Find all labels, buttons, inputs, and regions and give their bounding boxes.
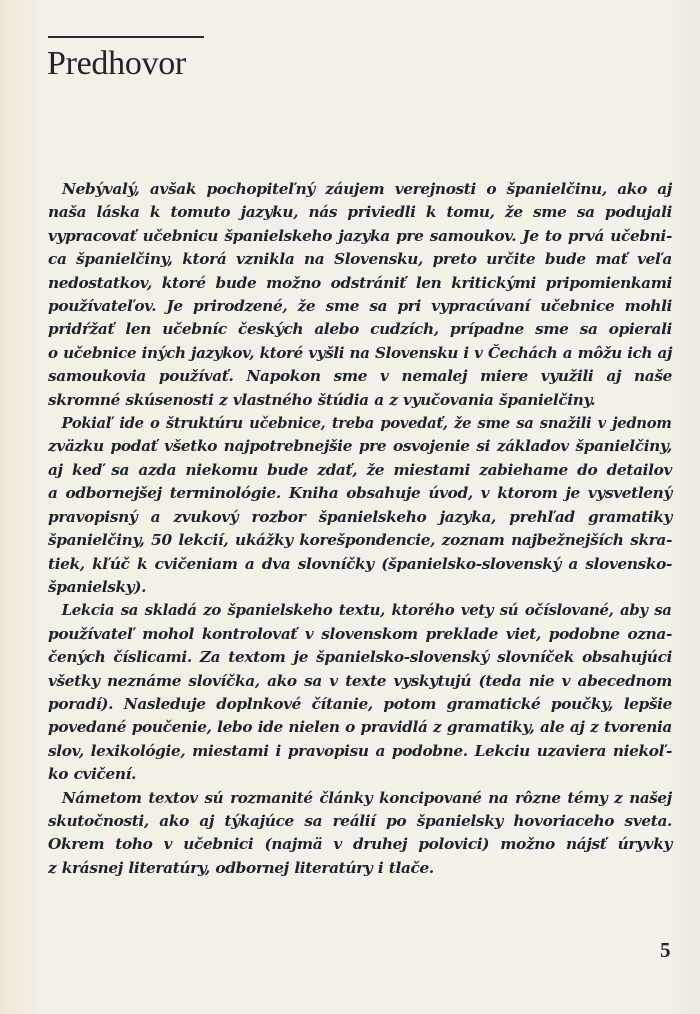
paragraph-4 xyxy=(48,787,672,881)
text-line: všetky neznáme slovíčka, ako sa v texte vyskytujú (teda nie v abecednom xyxy=(48,671,672,690)
text-line: španielčiny, 50 lekcií, ukážky korešpondencie, zoznam najbežnejších skra- xyxy=(48,531,672,550)
text-line: nedostatkov, ktoré bude možno odstrániť len kritickými pripomienkami xyxy=(48,273,672,292)
text-line: používateľ mohol kontrolovať v slovenskom preklade viet, podobne ozna- xyxy=(48,624,672,643)
text-line: povedané poučenie, lebo ide nielen o pravidlá z gramatiky, ale aj z tvorenia xyxy=(48,718,672,737)
text-line: tiek, kľúč k cvičeniam a dva slovníčky (španielsko-slovenský a slovensko- xyxy=(48,554,672,573)
paragraph-2 xyxy=(48,412,672,599)
text-line: čených číslicami. Za textom je španielsko-slovenský slovníček obsahujúci xyxy=(48,648,672,667)
text-line: a odbornejšej terminológie. Kniha obsahuje úvod, v ktorom je vysvetlený xyxy=(48,484,672,503)
text-line: vypracovať učebnicu španielskeho jazyka pre samoukov. Je to prvá učebni- xyxy=(48,226,672,245)
text-line: pravopisný a zvukový rozbor španielskeho jazyka, prehľad gramatiky xyxy=(48,507,672,526)
text-line: skromné skúsenosti z vlastného štúdia a z vyučovania španielčiny. xyxy=(48,390,596,409)
text-line: Pokiaľ ide o štruktúru učebnice, treba povedať, že sme sa snažili v jednom xyxy=(61,414,672,433)
text-line: Okrem toho v učebnici (najmä v druhej polovici) možno nájsť úryvky xyxy=(48,835,672,854)
text-line: španielsky). xyxy=(48,577,147,596)
page-number: 5 xyxy=(660,938,671,962)
text-line: poradí). Nasleduje doplnkové čítanie, potom gramatické poučky, lepšie xyxy=(48,694,672,713)
text-line: z krásnej literatúry, odbornej literatúry i tlače. xyxy=(48,858,434,877)
text-line: ko cvičení. xyxy=(48,765,137,784)
text-line: zväzku podať všetko najpotrebnejšie pre osvojenie si základov španielčiny, xyxy=(48,437,672,456)
page-title: Predhovor xyxy=(47,45,186,82)
text-line: samoukovia používať. Napokon sme v nemalej miere využili aj naše xyxy=(48,367,672,386)
text-line: skutočnosti, ako aj týkajúce sa reálií po španielsky hovoriaceho sveta. xyxy=(48,811,672,830)
text-line: Námetom textov sú rozmanité články koncipované na rôzne témy z našej xyxy=(61,788,672,807)
text-line: slov, lexikológie, miestami i pravopisu a podobne. Lekciu uzaviera niekoľ- xyxy=(48,741,672,760)
text-line: Lekcia sa skladá zo španielskeho textu, ktorého vety sú očíslované, aby sa xyxy=(61,601,672,620)
text-line: naša láska k tomuto jazyku, nás priviedli k tomu, že sme sa podujali xyxy=(48,203,672,222)
text-line: ca španielčiny, ktorá vznikla na Slovensku, preto určite bude mať veľa xyxy=(48,250,672,269)
text-line: aj keď sa azda niekomu bude zdať, že miestami zabiehame do detailov xyxy=(48,460,672,479)
text-line: Nebývalý, avšak pochopiteľný záujem verejnosti o španielčinu, ako aj xyxy=(62,180,672,198)
text-line: pridŕžať len učebníc českých alebo cudzích, prípadne sme sa opierali xyxy=(48,320,672,339)
text-line: používateľov. Je prirodzené, že sme sa pri vypracúvaní učebnice mohli xyxy=(48,297,672,316)
text-line: o učebnice iných jazykov, ktoré vyšli na Slovensku i v Čechách a môžu ich aj xyxy=(48,343,673,362)
heading-rule xyxy=(48,36,204,38)
preface-body xyxy=(48,178,672,880)
paragraph-3 xyxy=(48,599,672,786)
paragraph-1 xyxy=(48,178,672,412)
